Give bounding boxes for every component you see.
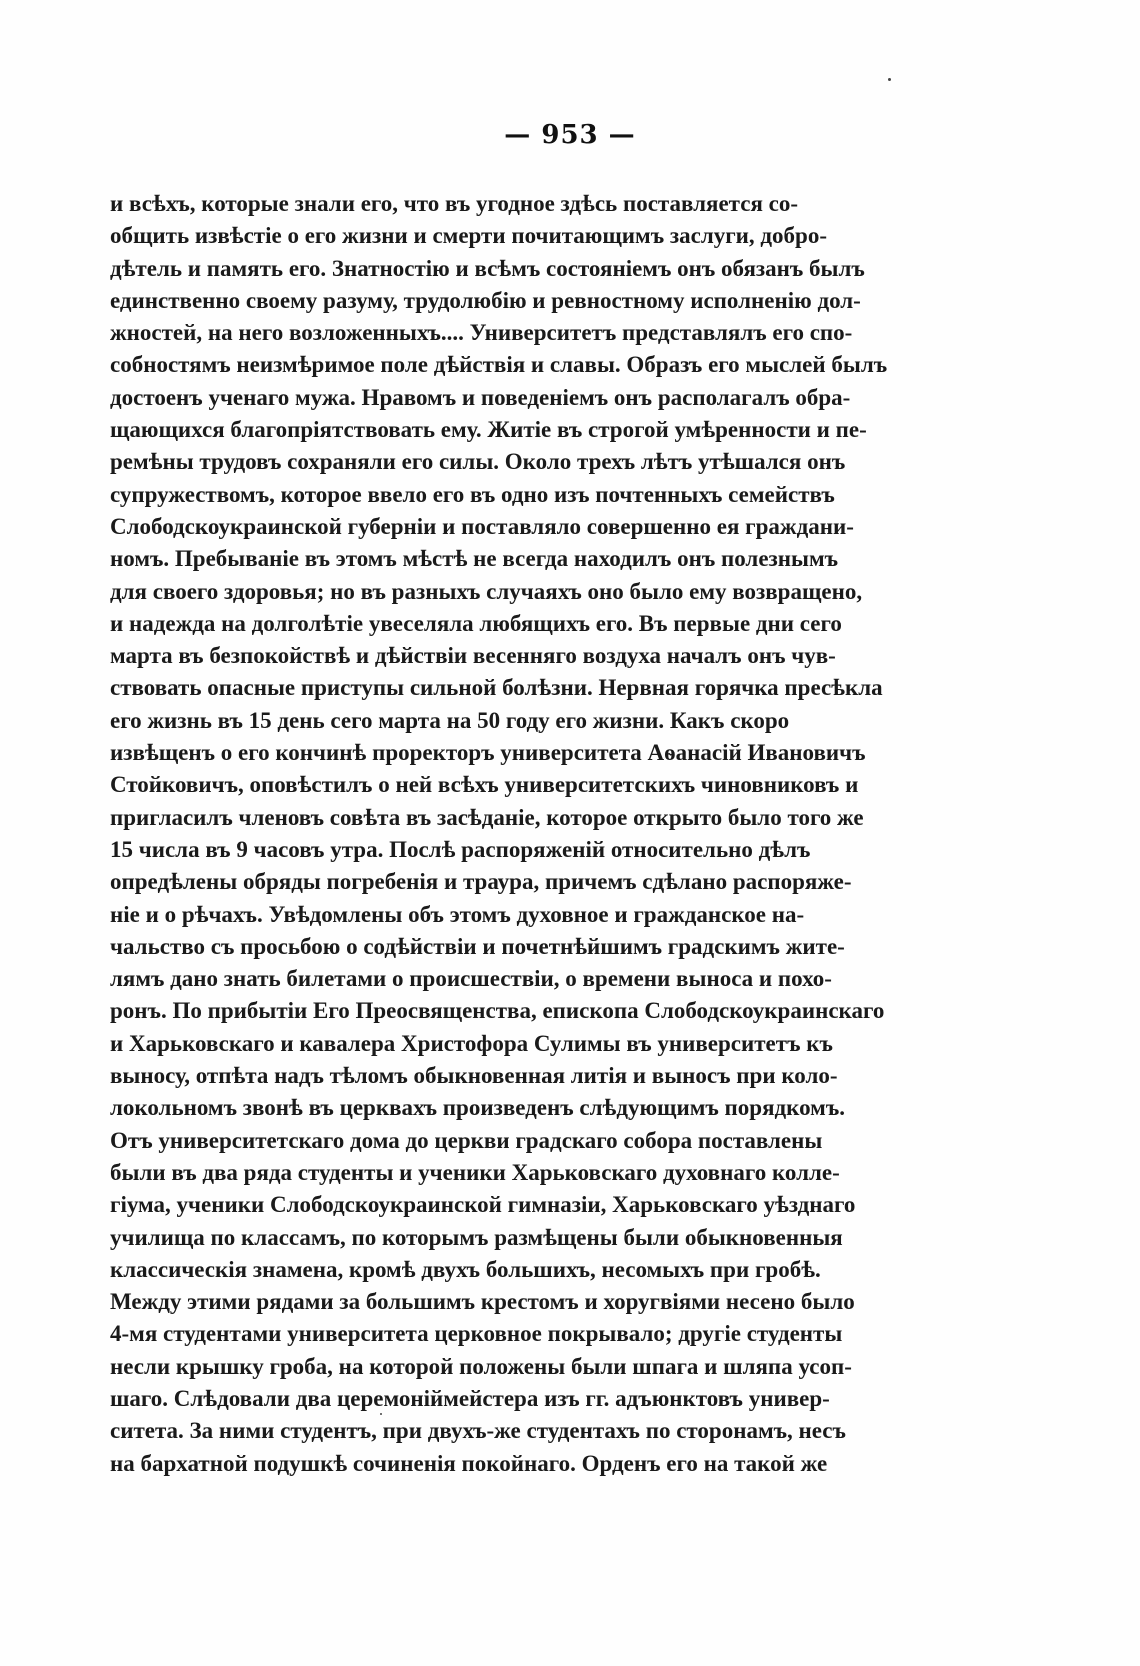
text-line: ремѣны трудовъ сохраняли его силы. Около трехъ лѣтъ утѣшался онъ [110,449,846,475]
text-line: ронъ. По прибытіи Его Преосвященства, епископа Слободскоукраинскаго [110,998,885,1024]
page-number: — 953 — [504,120,636,150]
text-line: локольномъ звонѣ въ церквахъ произведенъ слѣдующимъ порядкомъ. [110,1095,845,1121]
text-line: его жизнь въ 15 день сего марта на 50 году его жизни. Какъ скоро [110,707,790,733]
text-line: лямъ дано знать билетами о происшествіи, о времени выноса и похо- [110,966,832,992]
text-line: марта въ безпокойствѣ и дѣйствіи весенняго воздуха началъ онъ чув- [110,643,836,669]
text-line: дѣтель и память его. Знатностію и всѣмъ состояніемъ онъ обязанъ былъ [110,255,865,281]
body-text [110,188,940,1480]
text-line: классическія знамена, кромѣ двухъ большихъ, несомыхъ при гробѣ. [110,1256,821,1282]
scan-speck [888,78,891,81]
text-line: на бархатной подушкѣ сочиненія покойнаго. Орденъ его на такой же [110,1450,828,1476]
text-line: супружествомъ, которое ввело его въ одно изъ почтенныхъ семействъ [110,481,835,507]
text-line: щающихся благопріятствовать ему. Житіе въ строгой умѣренности и пе- [110,417,867,443]
text-line: достоенъ ученаго мужа. Нравомъ и поведеніемъ онъ располагалъ обра- [110,384,851,410]
text-line: ніе и о рѣчахъ. Увѣдомлены объ этомъ духовное и гражданское на- [110,901,805,927]
text-line: училища по классамъ, по которымъ размѣщены были обыкновенныя [110,1224,843,1250]
text-line: несли крышку гроба, на которой положены были шпага и шляпа усоп- [110,1353,852,1379]
text-line: Стойковичъ, оповѣстилъ о ней всѣхъ университетскихъ чиновниковъ и [110,772,859,798]
text-line: 4-мя студентами университета церковное покрывало; другіе студенты [110,1321,843,1347]
text-line: опредѣлены обряды погребенія и траура, причемъ сдѣлано распоряже- [110,869,852,895]
text-line: собностямъ неизмѣримое поле дѣйствія и славы. Образъ его мыслей былъ [110,352,888,378]
text-line: и надежда на долголѣтіе увеселяла любящихъ его. Въ первые дни сего [110,610,842,636]
text-line: ствовать опасные приступы сильной болѣзни. Нервная горячка пресѣкла [110,675,883,701]
text-line: и всѣхъ, которые знали его, что въ угодное здѣсь поставляется со- [110,191,799,216]
text-line: гіума, ученики Слободскоукраинской гимназіи, Харьковскаго уѣзднаго [110,1192,856,1218]
text-line: шаго. Слѣдовали два церемоніймейстера изъ гг. адъюнктовъ универ- [110,1385,830,1411]
text-line: жностей, на него возложенныхъ.... Университетъ представлялъ его спо- [110,320,853,346]
text-line: номъ. Пребываніе въ этомъ мѣстѣ не всегда находилъ онъ полезнымъ [110,546,839,572]
text-line: общить извѣстіе о его жизни и смерти почитающимъ заслуги, добро- [110,223,827,249]
text-line: Слободскоукраинской губерніи и поставляло совершенно ея граждани- [110,513,854,539]
text-line: 15 числа въ 9 часовъ утра. Послѣ распоряженій относительно дѣлъ [110,836,811,862]
text-line: были въ два ряда студенты и ученики Харьковскаго духовнаго колле- [110,1159,840,1185]
text-line: ситета. За ними студентъ, при двухъ-же студентахъ по сторонамъ, несъ [110,1418,846,1444]
text-line: Между этими рядами за большимъ крестомъ и хоругвіями несено было [110,1289,855,1315]
text-line: и Харьковскаго и кавалера Христофора Сулимы въ университетъ къ [110,1030,833,1056]
text-line: Отъ университетскаго дома до церкви градскаго собора поставлены [110,1127,823,1153]
text-line: выносу, отпѣта надъ тѣломъ обыкновенная литія и выносъ при коло- [110,1063,838,1089]
scan-speck [380,1413,382,1415]
text-line: для своего здоровья; но въ разныхъ случаяхъ оно было ему возвращено, [110,578,863,604]
text-line: чальство съ просьбою о содѣйствіи и почетнѣйшимъ градскимъ жите- [110,933,845,959]
text-line: извѣщенъ о его кончинѣ проректоръ университета Аѳанасій Ивановичъ [110,740,866,766]
text-line: пригласилъ членовъ совѣта въ засѣданіе, которое открыто было того же [110,804,864,830]
text-line: единственно своему разуму, трудолюбію и ревностному исполненію дол- [110,287,861,313]
